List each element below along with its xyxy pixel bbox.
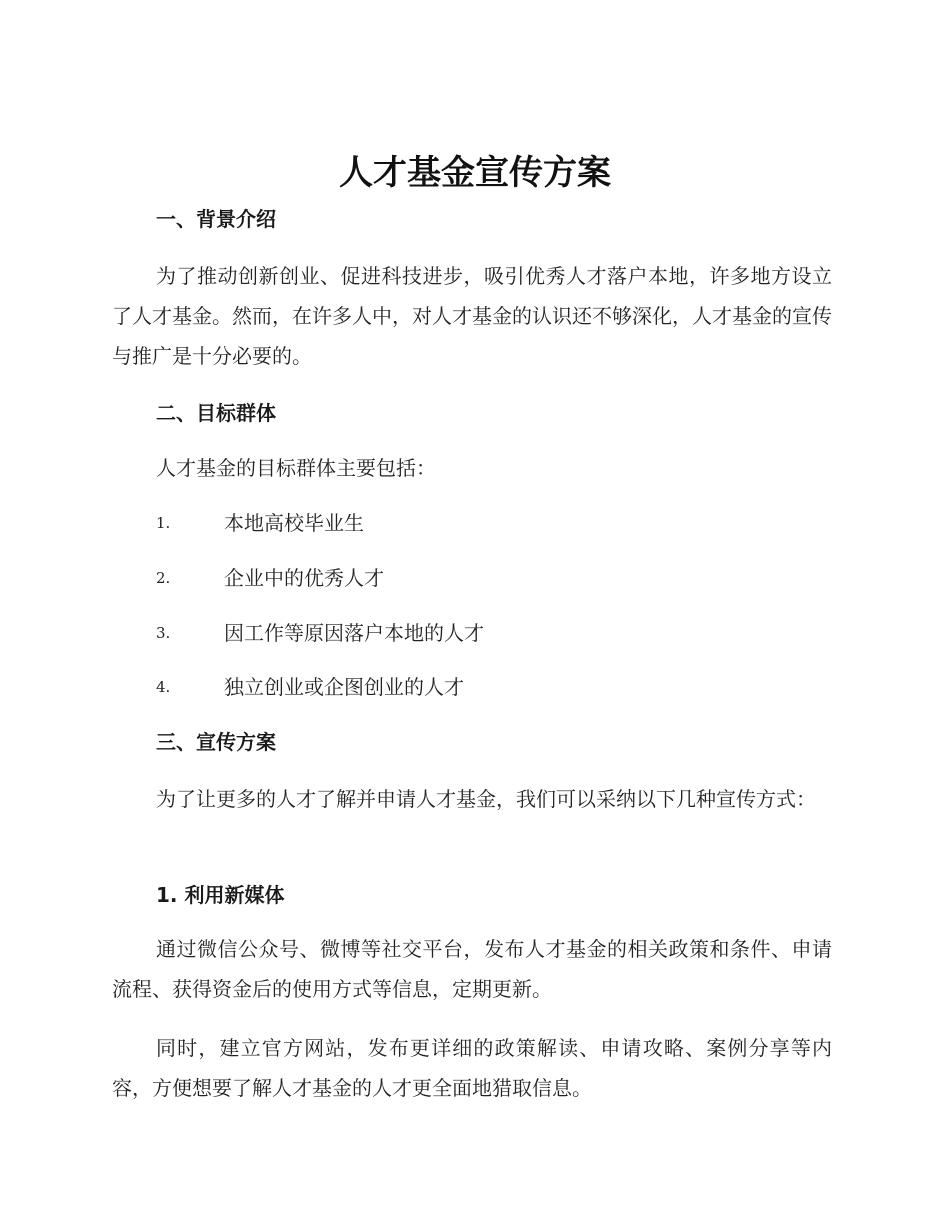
list-item-text: 企业中的优秀人才	[224, 566, 384, 590]
list-item-text: 因工作等原因落户本地的人才	[224, 621, 484, 645]
section-heading-target-group: 二、目标群体	[156, 401, 276, 425]
list-item-number: 2.	[156, 569, 171, 587]
list-item-number: 1.	[156, 514, 171, 532]
list-item-text: 独立创业或企图创业的人才	[224, 675, 464, 699]
list-item	[156, 672, 756, 702]
official-website-paragraph: 同时，建立官方网站，发布更详细的政策解读、申请攻略、案例分享等内容，方便想要了解人才基金的人才更全面地猎取信息。	[112, 1036, 832, 1100]
section-heading-background: 一、背景介绍	[156, 207, 276, 231]
document-title: 人才基金宣传方案	[339, 153, 611, 193]
section-heading-promotion-plan: 三、宣传方案	[156, 730, 276, 754]
list-item	[156, 563, 756, 593]
list-item-number: 3.	[156, 624, 171, 642]
list-item	[156, 508, 756, 538]
promotion-plan-paragraph: 为了让更多的人才了解并申请人才基金，我们可以采纳以下几种宣传方式：	[156, 787, 816, 811]
subsection-heading-new-media: 1. 利用新媒体	[156, 883, 285, 907]
list-item-number: 4.	[156, 678, 171, 696]
new-media-paragraph: 通过微信公众号、微博等社交平台，发布人才基金的相关政策和条件、申请流程、获得资金后的使用方式等信息，定期更新。	[112, 937, 832, 1001]
list-item-text: 本地高校毕业生	[224, 511, 364, 535]
target-group-intro: 人才基金的目标群体主要包括：	[156, 456, 436, 480]
list-item	[156, 618, 756, 648]
background-paragraph: 为了推动创新创业、促进科技进步，吸引优秀人才落户本地，许多地方设立了人才基金。然而，在许多人中，对人才基金的认识还不够深化，人才基金的宣传与推广是十分必要的。	[112, 264, 832, 368]
